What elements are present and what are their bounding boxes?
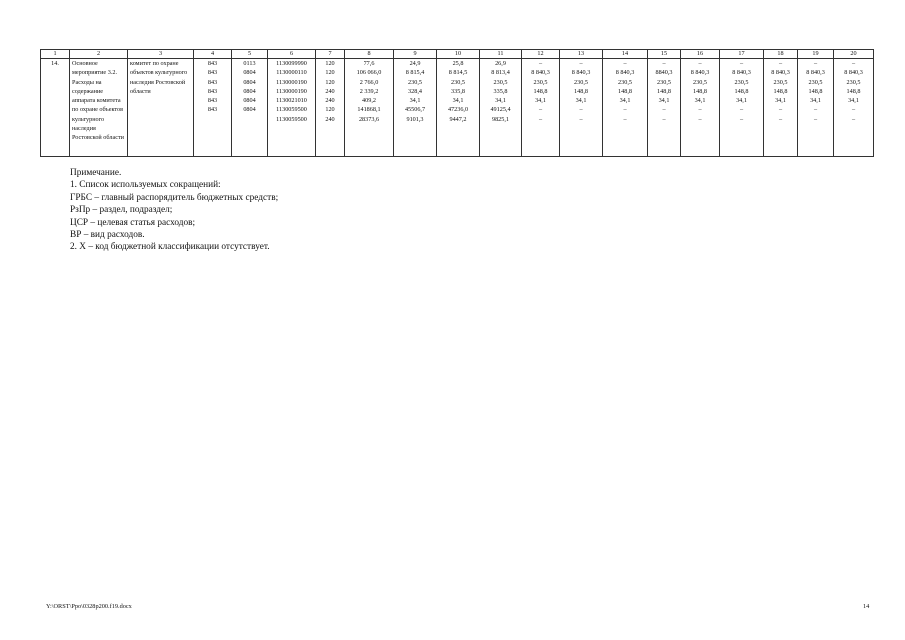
- cell-value: 2 766,0: [359, 78, 379, 86]
- data-column-14: [603, 59, 648, 157]
- column-header-13: 13: [560, 50, 603, 59]
- responsible-cell: комитет по охране объектов культурного наследия Ростовской области: [128, 59, 194, 157]
- cell-value: 8 840,3: [690, 69, 710, 77]
- data-column-6: [268, 59, 316, 157]
- cell-value: 1130000190: [276, 87, 307, 95]
- cell-value: 409,2: [362, 97, 376, 105]
- cell-value: 34,1: [619, 97, 631, 105]
- cell-value: 24,9: [409, 60, 421, 67]
- cell-value: 34,1: [658, 97, 670, 105]
- cell-value: 120: [325, 69, 335, 77]
- cell-value: 34,1: [694, 97, 706, 105]
- cell-value: 240: [325, 87, 335, 95]
- column-header-19: 19: [798, 50, 834, 59]
- notes-block: [70, 167, 278, 254]
- note-line: 2. Х – код бюджетной классификации отсутствует.: [70, 242, 270, 253]
- data-column-16: [681, 59, 720, 157]
- cell-value: 0113: [243, 60, 256, 67]
- data-column-15: [648, 59, 681, 157]
- cell-value: 1130000190: [276, 78, 307, 86]
- note-line: ЦСР – целевая статья расходов;: [70, 217, 196, 228]
- cell-value: –: [623, 115, 627, 123]
- cell-value: 230,5: [693, 78, 707, 86]
- cell-value: 9101,3: [406, 115, 424, 123]
- cell-value: 230,5: [618, 78, 632, 86]
- cell-value: –: [739, 106, 744, 114]
- note-line: РзПр – раздел, подраздел;: [70, 205, 173, 216]
- column-header-1: 1: [41, 50, 70, 59]
- cell-value: 148,8: [574, 87, 588, 95]
- cell-value: 0804: [243, 87, 256, 95]
- cell-value: 8 840,3: [806, 69, 825, 77]
- cell-value: 8 840,3: [771, 69, 790, 77]
- cell-value: 1130099990: [276, 60, 307, 67]
- cell-value: 28373,6: [358, 115, 380, 123]
- cell-value: –: [778, 106, 783, 114]
- cell-value: 0804: [243, 106, 256, 114]
- data-column-20: [834, 59, 874, 157]
- cell-value: 8 840,3: [615, 69, 635, 77]
- cell-value: –: [662, 60, 666, 67]
- cell-value: –: [698, 115, 702, 123]
- table-header-row: [41, 50, 874, 59]
- cell-value: 34,1: [575, 97, 587, 105]
- cell-value: 47236,0: [447, 106, 469, 114]
- cell-value: 148,8: [734, 87, 749, 95]
- cell-value: 843: [207, 87, 218, 95]
- cell-value: –: [739, 60, 744, 67]
- cell-value: –: [538, 60, 543, 67]
- cell-value: 25,8: [452, 60, 464, 67]
- cell-value: 230,5: [533, 78, 548, 86]
- note-line: ВР – вид расходов.: [70, 230, 145, 241]
- notes-title: Примечание.: [70, 168, 122, 178]
- column-header-4: 4: [194, 50, 232, 59]
- cell-value: 148,8: [533, 87, 548, 95]
- cell-value: 34,1: [495, 97, 506, 105]
- cell-value: 8 840,3: [571, 69, 591, 77]
- cell-value: 8 840,3: [732, 69, 751, 77]
- cell-value: 120: [325, 106, 335, 114]
- cell-value: –: [778, 115, 783, 123]
- column-header-3: 3: [128, 50, 194, 59]
- cell-value: 230,5: [408, 78, 422, 86]
- cell-value: 1130059500: [276, 115, 307, 123]
- cell-value: –: [623, 106, 627, 114]
- cell-value: 328,4: [408, 87, 422, 95]
- data-column-18: [764, 59, 798, 157]
- cell-value: 8 840,3: [844, 69, 863, 77]
- data-column-9: [394, 59, 437, 157]
- column-header-2: 2: [70, 50, 128, 59]
- column-header-5: 5: [232, 50, 268, 59]
- cell-value: –: [698, 60, 702, 67]
- cell-value: 120: [325, 78, 335, 86]
- cell-value: 8 815,4: [405, 69, 425, 77]
- cell-value: 0804: [243, 97, 256, 105]
- column-header-8: 8: [345, 50, 394, 59]
- column-header-18: 18: [764, 50, 798, 59]
- cell-value: 77,6: [363, 60, 375, 67]
- cell-value: –: [851, 106, 856, 114]
- data-column-10: [437, 59, 480, 157]
- cell-value: 843: [207, 69, 218, 77]
- column-header-16: 16: [681, 50, 720, 59]
- data-column-12: [522, 59, 560, 157]
- cell-value: –: [538, 115, 543, 123]
- cell-value: 34,1: [535, 97, 546, 105]
- cell-value: 34,1: [736, 97, 747, 105]
- cell-value: 230,5: [846, 78, 861, 86]
- cell-value: 240: [325, 97, 335, 105]
- cell-value: 141868,1: [357, 106, 381, 114]
- column-header-15: 15: [648, 50, 681, 59]
- column-header-17: 17: [720, 50, 764, 59]
- cell-value: –: [662, 106, 666, 114]
- column-header-14: 14: [603, 50, 648, 59]
- cell-value: –: [698, 106, 702, 114]
- cell-value: 9825,1: [491, 115, 509, 123]
- cell-value: 148,8: [657, 87, 671, 95]
- column-header-9: 9: [394, 50, 437, 59]
- column-header-12: 12: [522, 50, 560, 59]
- cell-value: 230,5: [734, 78, 749, 86]
- cell-value: 148,8: [773, 87, 788, 95]
- table-row: [41, 59, 874, 157]
- cell-value: –: [623, 60, 627, 67]
- cell-value: 843: [207, 60, 218, 67]
- cell-value: –: [813, 106, 818, 114]
- cell-value: 8840,3: [655, 69, 673, 77]
- cell-value: –: [739, 115, 744, 123]
- cell-value: 230,5: [773, 78, 788, 86]
- cell-value: –: [579, 60, 583, 67]
- cell-value: 240: [325, 115, 335, 123]
- cell-value: 230,5: [657, 78, 671, 86]
- cell-value: 0804: [243, 78, 256, 86]
- cell-value: 34,1: [775, 97, 786, 105]
- cell-value: –: [778, 60, 783, 67]
- budget-table: [40, 49, 874, 157]
- cell-value: 148,8: [693, 87, 707, 95]
- data-column-17: [720, 59, 764, 157]
- cell-value: –: [538, 106, 543, 114]
- cell-value: 34,1: [848, 97, 859, 105]
- note-line: ГРБС – главный распорядитель бюджетных средств;: [70, 192, 279, 203]
- event-name-cell: Основное мероприятие 3.2. Расходы на содержание аппарата комитета по охране объектов культурного наследия Ростовской области: [70, 59, 128, 157]
- cell-value: –: [813, 115, 818, 123]
- cell-value: 0804: [243, 69, 256, 77]
- cell-value: 26,9: [495, 60, 506, 67]
- cell-value: 8 840,3: [531, 69, 550, 77]
- cell-value: 230,5: [493, 78, 508, 86]
- cell-value: 2 339,2: [359, 87, 379, 95]
- cell-value: 1130059500: [276, 106, 307, 114]
- cell-value: 148,8: [808, 87, 823, 95]
- cell-value: 148,8: [846, 87, 861, 95]
- cell-value: 8 813,4: [491, 69, 510, 77]
- cell-value: 1130000110: [276, 69, 307, 77]
- note-line: 1. Список используемых сокращений:: [70, 180, 221, 191]
- page-number: 14: [863, 603, 870, 610]
- column-header-11: 11: [480, 50, 522, 59]
- cell-value: 843: [207, 97, 218, 105]
- cell-value: 34,1: [409, 97, 421, 105]
- cell-value: 335,8: [493, 87, 508, 95]
- cell-value: 8 814,5: [448, 69, 468, 77]
- cell-value: 34,1: [810, 97, 821, 105]
- column-header-10: 10: [437, 50, 480, 59]
- cell-value: 230,5: [451, 78, 465, 86]
- cell-value: 1130021010: [276, 97, 307, 105]
- cell-value: 335,8: [451, 87, 465, 95]
- cell-value: –: [662, 115, 666, 123]
- cell-value: –: [851, 60, 856, 67]
- cell-value: –: [579, 106, 583, 114]
- cell-value: 843: [207, 78, 218, 86]
- cell-value: –: [813, 60, 818, 67]
- cell-value: 230,5: [808, 78, 823, 86]
- data-column-5: [232, 59, 268, 157]
- cell-value: –: [579, 115, 583, 123]
- cell-value: 148,8: [618, 87, 632, 95]
- data-column-13: [560, 59, 603, 157]
- cell-value: 34,1: [452, 97, 464, 105]
- column-header-20: 20: [834, 50, 874, 59]
- row-number: 14.: [41, 59, 70, 157]
- cell-value: 106 066,0: [356, 69, 382, 77]
- column-header-6: 6: [268, 50, 316, 59]
- cell-value: 843: [207, 106, 218, 114]
- cell-value: 120: [325, 60, 335, 67]
- data-column-8: [345, 59, 394, 157]
- data-column-19: [798, 59, 834, 157]
- column-header-7: 7: [316, 50, 345, 59]
- cell-value: 49125,4: [490, 106, 511, 114]
- cell-value: 45506,7: [404, 106, 426, 114]
- data-column-11: [480, 59, 522, 157]
- cell-value: –: [851, 115, 856, 123]
- data-column-7: [316, 59, 345, 157]
- cell-value: 230,5: [574, 78, 588, 86]
- cell-value: 9447,2: [449, 115, 467, 123]
- file-path: Y:\ORST\Ppo\0328p200.f19.docx: [46, 603, 132, 610]
- data-column-4: [194, 59, 232, 157]
